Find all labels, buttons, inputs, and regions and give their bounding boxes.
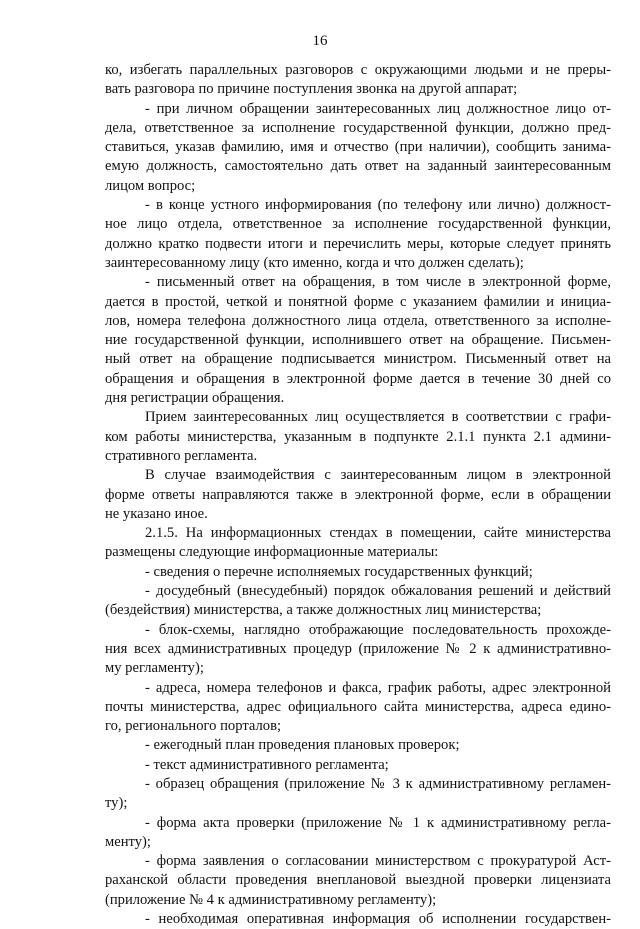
- text-line: - необходимая оперативная информация об исполнении государствен-: [145, 911, 611, 928]
- paragraph: [105, 100, 611, 196]
- page-body: [105, 61, 611, 929]
- text-line: - форма акта проверки (приложение № 1 к административному регла-: [145, 814, 611, 831]
- paragraph: [105, 814, 611, 853]
- text-line: ту);: [105, 795, 128, 812]
- text-line: ставиться, указав фамилию, имя и отчество (при наличии), сообщить занима-: [105, 139, 611, 156]
- text-line: го, регионального порталов;: [105, 718, 282, 735]
- text-line: вать разговора по причине поступления звонка на другой аппарат;: [105, 81, 518, 98]
- text-line: стративного регламента.: [105, 447, 258, 464]
- text-line: форме ответы направляются также в электронной форме, если в обращении: [105, 486, 611, 503]
- text-line: размещены следующие информационные материалы:: [105, 544, 439, 561]
- text-line: ный ответ на обращение подписывается министром. Письменный ответ на: [105, 351, 611, 368]
- text-line: дается в простой, четкой и понятной форме с указанием фамилии и инициа-: [105, 293, 611, 310]
- text-line: - адреса, номера телефонов и факса, график работы, адрес электронной: [145, 679, 611, 696]
- paragraph: [105, 756, 611, 775]
- paragraph: [105, 196, 611, 273]
- text-line: не указано иное.: [105, 505, 208, 522]
- text-line: лицом вопрос;: [105, 177, 196, 194]
- page-number: 16: [312, 33, 328, 49]
- paragraph: [105, 61, 611, 100]
- text-line: менту);: [105, 833, 151, 850]
- text-line: му регламенту);: [105, 660, 204, 677]
- paragraph: [105, 524, 611, 563]
- text-line: должно кратко подвести итоги и перечислить меры, которые следует принять: [105, 235, 611, 252]
- paragraph: [105, 852, 611, 910]
- text-line: 2.1.5. На информационных стендах в помещении, сайте министерства: [145, 525, 611, 542]
- text-line: ное лицо отдела, ответственное за исполнение государственной функции,: [105, 216, 611, 233]
- text-line: раханской области проведения внеплановой выездной проверки лицензиата: [105, 872, 611, 889]
- text-line: дня регистрации обращения.: [105, 390, 285, 407]
- text-line: (приложение № 4 к административному регламенту);: [105, 891, 437, 908]
- paragraph: [105, 563, 611, 582]
- text-line: ко, избегать параллельных разговоров с окружающими людьми и не преры-: [105, 62, 611, 78]
- text-line: - форма заявления о согласовании министерством с прокуратурой Аст-: [145, 853, 611, 870]
- text-line: - блок-схемы, наглядно отображающие последовательность прохожде-: [145, 621, 611, 638]
- text-line: почты министерства, адрес официального сайта министерства, адреса едино-: [105, 698, 611, 715]
- text-line: - письменный ответ на обращения, в том числе в электронной форме,: [145, 274, 611, 291]
- paragraph: [105, 466, 611, 524]
- text-line: Прием заинтересованных лиц осуществляется в соответствии с графи-: [145, 409, 611, 426]
- text-line: - образец обращения (приложение № 3 к административному регламен-: [145, 775, 611, 792]
- text-line: ния всех административных процедур (приложение № 2 к административно-: [105, 640, 611, 657]
- text-line: - досудебный (внесудебный) порядок обжалования решений и действий: [145, 583, 611, 600]
- text-line: лов, номера телефона должностного лица отдела, ответственного за исполне-: [105, 312, 611, 329]
- paragraph: [105, 582, 611, 621]
- text-line: - в конце устного информирования (по телефону или лично) должност-: [145, 197, 611, 214]
- text-line: - текст административного регламента;: [145, 756, 389, 773]
- text-line: дела, ответственное за исполнение государственной функции, должно пред-: [105, 119, 611, 136]
- text-line: заинтересованному лицу (кто именно, когда и что должен сделать);: [105, 254, 524, 271]
- text-line: - при личном обращении заинтересованных лиц должностное лицо от-: [145, 100, 611, 117]
- text-line: В случае взаимодействия с заинтересованным лицом в электронной: [145, 467, 611, 484]
- text-line: - ежегодный план проведения плановых проверок;: [145, 737, 460, 754]
- text-line: (бездействия) министерства, а также должностных лиц министерства;: [105, 602, 542, 619]
- paragraph: [105, 679, 611, 737]
- paragraph: [105, 621, 611, 679]
- text-line: обращения и обращения в электронной форме дается в течение 30 дней со: [105, 370, 611, 387]
- text-line: - сведения о перечне исполняемых государственных функций;: [145, 563, 533, 580]
- paragraph: [105, 273, 611, 408]
- paragraph: [105, 736, 611, 755]
- text-line: ком работы министерства, указанным в подпункте 2.1.1 пункта 2.1 админи-: [105, 428, 611, 445]
- paragraph: [105, 408, 611, 466]
- text-line: ние государственной функции, исполнившего ответ на обращение. Письмен-: [105, 332, 611, 349]
- paragraph: [105, 775, 611, 814]
- text-line: емую должность, самостоятельно дать ответ на заданный заинтересованным: [105, 158, 611, 175]
- paragraph: [105, 910, 611, 929]
